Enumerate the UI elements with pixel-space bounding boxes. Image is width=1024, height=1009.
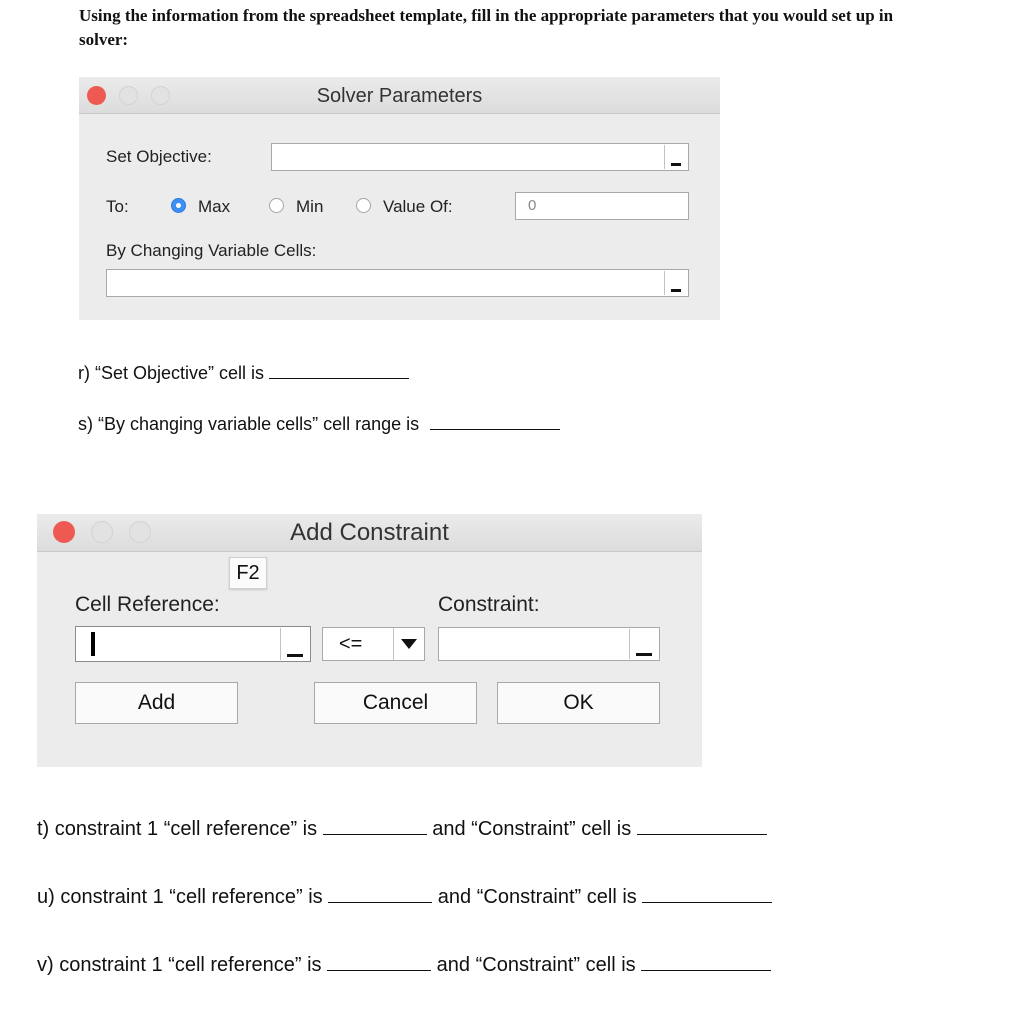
constraint-window-title: Add Constraint <box>290 519 449 546</box>
operator-value: <= <box>339 633 363 655</box>
answer-blank <box>430 409 560 430</box>
value-of-radio[interactable] <box>356 198 371 213</box>
constraint-title-bar <box>37 514 702 552</box>
changing-cells-label: By Changing Variable Cells: <box>106 241 317 260</box>
value-of-label: Value Of: <box>383 197 453 216</box>
question-t <box>37 814 767 841</box>
question-v <box>37 950 771 977</box>
max-radio[interactable] <box>171 198 186 213</box>
question-t-text-1: t) constraint 1 “cell reference” is <box>37 818 318 840</box>
solver-window-title: Solver Parameters <box>316 85 483 107</box>
question-t-text-2: and “Constraint” cell is <box>432 818 632 840</box>
max-label: Max <box>198 197 231 216</box>
value-of-value: 0 <box>528 197 537 214</box>
solver-parameters-window <box>79 77 720 320</box>
set-objective-label: Set Objective: <box>106 147 212 166</box>
question-r-text: r) “Set Objective” cell is <box>78 363 265 383</box>
text-cursor <box>91 632 95 656</box>
question-s <box>78 409 560 435</box>
add-constraint-window <box>37 514 702 767</box>
operator-select[interactable] <box>322 627 425 661</box>
answer-blank <box>327 950 431 971</box>
min-radio[interactable] <box>269 198 284 213</box>
to-label: To: <box>106 197 129 216</box>
cell-reference-input[interactable] <box>75 626 311 662</box>
range-picker-icon[interactable] <box>629 629 658 659</box>
solver-title-bar <box>79 77 720 114</box>
question-u-text-2: and “Constraint” cell is <box>437 886 637 908</box>
answer-blank <box>642 882 772 903</box>
range-picker-icon[interactable] <box>664 271 687 295</box>
min-label: Min <box>296 197 324 216</box>
question-u <box>37 882 772 909</box>
range-picker-icon[interactable] <box>664 145 687 169</box>
answer-blank <box>269 358 409 379</box>
answer-blank <box>637 814 767 835</box>
cancel-button[interactable]: Cancel <box>314 682 477 724</box>
question-v-text-1: v) constraint 1 “cell reference” is <box>37 954 322 976</box>
cell-reference-label: Cell Reference: <box>75 593 220 616</box>
answer-blank <box>323 814 427 835</box>
answer-blank <box>641 950 771 971</box>
changing-cells-input[interactable] <box>106 269 689 297</box>
value-of-input[interactable] <box>515 192 689 220</box>
chevron-down-icon[interactable] <box>393 628 424 660</box>
constraint-label: Constraint: <box>438 593 540 616</box>
range-picker-icon[interactable] <box>280 628 309 660</box>
ok-button[interactable]: OK <box>497 682 660 724</box>
add-button[interactable]: Add <box>75 682 238 724</box>
constraint-input[interactable] <box>438 627 660 661</box>
question-r <box>78 358 409 384</box>
instructions-text: Using the information from the spreadsheet template, fill in the appropriate parameters that you would set up in solver: <box>79 6 894 49</box>
question-s-text: s) “By changing variable cells” cell range is <box>78 414 420 434</box>
question-v-text-2: and “Constraint” cell is <box>436 954 636 976</box>
answer-blank <box>328 882 432 903</box>
question-u-text-1: u) constraint 1 “cell reference” is <box>37 886 323 908</box>
tooltip-f2: F2 <box>229 557 267 589</box>
set-objective-input[interactable] <box>271 143 689 171</box>
